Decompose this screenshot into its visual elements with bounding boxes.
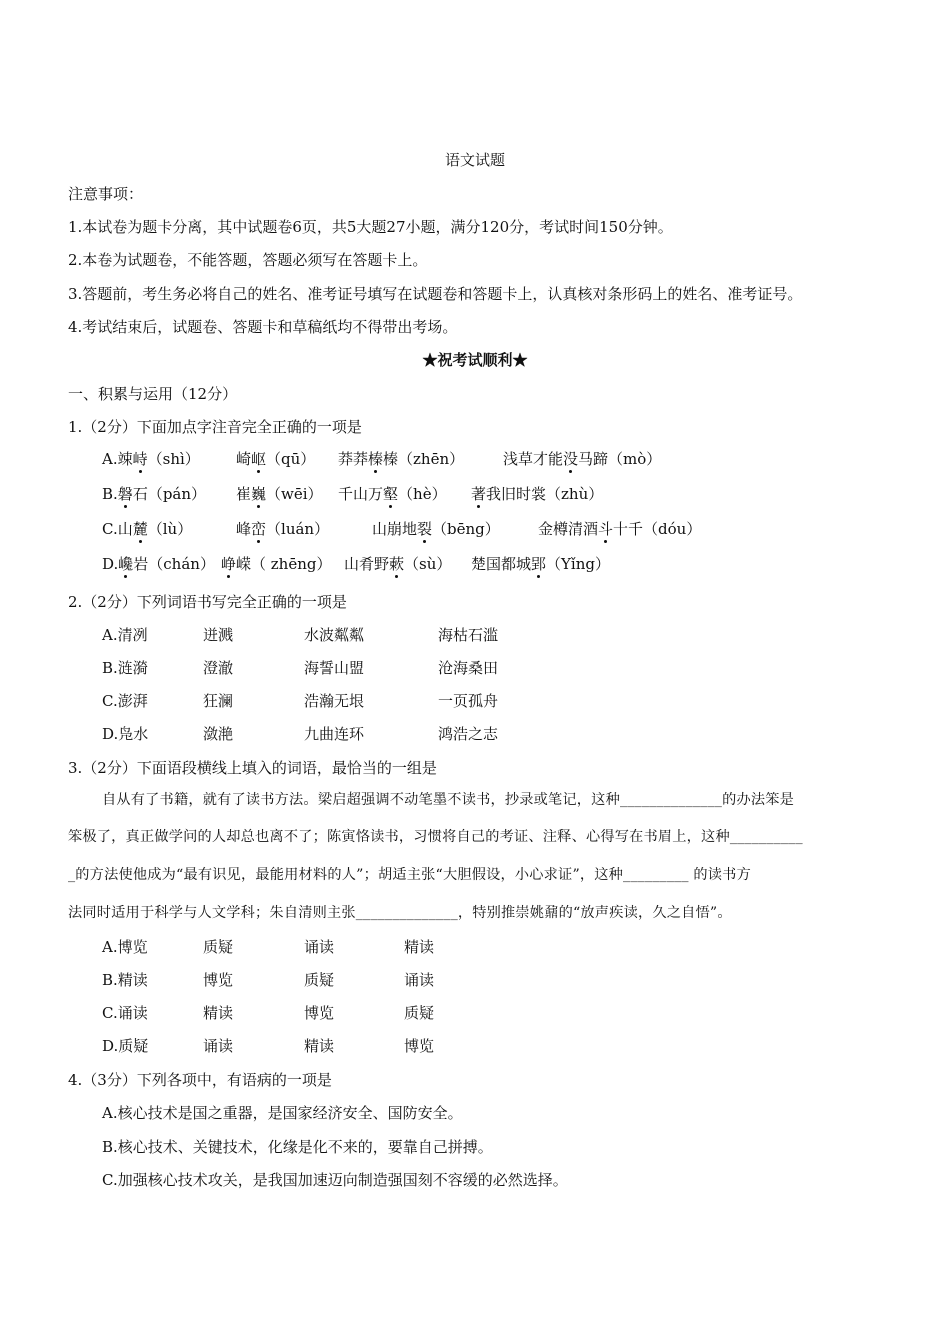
passage-line: _的方法使他成为“最有识见，最能用材料的人”；胡适主张“大胆假设，小心求证”，这种_________ 的读书方 xyxy=(68,867,751,883)
q3-option-cell: 精读 xyxy=(304,1037,335,1055)
emphasis-dot-char: 没 xyxy=(563,450,579,468)
q2-option-cell: A.清冽 xyxy=(102,626,148,644)
q4-option: C.加强核心技术攻关，是我国加速迈向制造强国刻不容缓的必然选择。 xyxy=(102,1171,568,1189)
notice-item: 1.本试卷为题卡分离，其中试题卷6页，共5大题27小题，满分120分，考试时间150分钟。 xyxy=(68,218,673,236)
q1-option-part: D.巉岩（chán） xyxy=(102,555,215,573)
q1-option-part: 崔巍（wēi） xyxy=(236,485,323,503)
q1-option-part: 崎岖（qū） xyxy=(236,450,316,468)
emphasis-dot-char: 峥 xyxy=(221,555,237,573)
q2-option-cell: 海枯石滥 xyxy=(438,626,499,644)
q3-option-cell: 诵读 xyxy=(203,1037,234,1055)
q1-option-part: 峥嵘（ zhēng） xyxy=(221,555,332,573)
emphasis-dot-char: 磐 xyxy=(117,485,133,503)
q1-option-part: 著我旧时裳（zhù） xyxy=(471,485,604,503)
emphasis-dot-char: 斗 xyxy=(598,520,614,538)
q2-option-cell: 一页孤舟 xyxy=(438,692,499,710)
q2-option-cell: B.涟漪 xyxy=(102,659,148,677)
question-3-stem: 3.（2分）下面语段横线上填入的词语，最恰当的一组是 xyxy=(68,759,437,777)
question-2-stem: 2.（2分）下列词语书写完全正确的一项是 xyxy=(68,593,347,611)
emphasis-dot-char: 峦 xyxy=(251,520,267,538)
q3-option-cell: 精读 xyxy=(203,1004,234,1022)
emphasis-dot-char: 巉 xyxy=(118,555,134,573)
passage-line: 笨极了，真正做学问的人却总也离不了；陈寅恪读书，习惯将自己的考证、注释、心得写在书眉上，这种__________ xyxy=(68,829,803,845)
q3-option-cell: 精读 xyxy=(404,938,435,956)
emphasis-dot-char: 壑 xyxy=(383,485,399,503)
emphasis-dot-char: 郢 xyxy=(531,555,547,573)
q4-option: B.核心技术、关键技术，化缘是化不来的，要靠自己拼搏。 xyxy=(102,1138,493,1156)
q2-option-cell: 九曲连环 xyxy=(304,725,365,743)
q3-option-cell: B.精读 xyxy=(102,971,148,989)
q1-option-part: A.竦峙（shì） xyxy=(102,450,200,468)
q1-option-part: 莽莽榛榛（zhēn） xyxy=(338,450,465,468)
q1-option-part: 金樽清酒斗十千（dóu） xyxy=(538,520,702,538)
section-heading: 一、积累与运用（12分） xyxy=(68,385,238,403)
q3-option-cell: 诵读 xyxy=(304,938,335,956)
q3-option-cell: 博览 xyxy=(304,1004,335,1022)
emphasis-dot-char: 巍 xyxy=(251,485,267,503)
q1-option-part: C.山麓（lù） xyxy=(102,520,193,538)
emphasis-dot-char: 岖 xyxy=(251,450,267,468)
q3-option-cell: C.诵读 xyxy=(102,1004,148,1022)
q1-option-part: 山肴野蔌（sù） xyxy=(344,555,452,573)
page-title: 语文试题 xyxy=(444,151,505,169)
q3-option-cell: D.质疑 xyxy=(102,1037,149,1055)
notice-item: 4.考试结束后，试题卷、答题卡和草稿纸均不得带出考场。 xyxy=(68,318,458,336)
q2-option-cell: 沧海桑田 xyxy=(438,659,499,677)
q2-option-cell: 迸溅 xyxy=(203,626,234,644)
emphasis-dot-char: 裂 xyxy=(417,520,433,538)
q2-option-cell: 水波粼粼 xyxy=(304,626,365,644)
notice-item: 2.本卷为试题卷，不能答题，答题必须写在答题卡上。 xyxy=(68,251,428,269)
passage-line: 自从有了书籍，就有了读书方法。梁启超强调不动笔墨不读书，抄录或笔记，这种______________的办法笨是 xyxy=(102,792,795,808)
q2-option-cell: 狂澜 xyxy=(203,692,234,710)
q2-option-cell: 海誓山盟 xyxy=(304,659,365,677)
q3-option-cell: 博览 xyxy=(404,1037,435,1055)
q2-option-cell: 潋滟 xyxy=(203,725,234,743)
emphasis-dot-char: 蔌 xyxy=(389,555,405,573)
q1-option-part: 千山万壑（hè） xyxy=(338,485,447,503)
q1-option-part: 峰峦（luán） xyxy=(236,520,330,538)
q3-option-cell: 诵读 xyxy=(404,971,435,989)
emphasis-dot-char: 著 xyxy=(471,485,487,503)
question-4-stem: 4.（3分）下列各项中，有语病的一项是 xyxy=(68,1071,332,1089)
q3-option-cell: A.博览 xyxy=(102,938,148,956)
q2-option-cell: 澄澈 xyxy=(203,659,234,677)
q2-option-cell: 鸿浩之志 xyxy=(438,725,499,743)
blessing-line: ★祝考试顺利★ xyxy=(422,351,528,369)
q1-option-part: 浅草才能没马蹄（mò） xyxy=(503,450,662,468)
q1-option-part: B.磐石（pán） xyxy=(102,485,207,503)
q3-option-cell: 博览 xyxy=(203,971,234,989)
q3-option-cell: 质疑 xyxy=(404,1004,435,1022)
emphasis-dot-char: 榛 xyxy=(368,450,384,468)
q2-option-cell: 浩瀚无垠 xyxy=(304,692,365,710)
emphasis-dot-char: 峙 xyxy=(132,450,148,468)
q2-option-cell: D.凫水 xyxy=(102,725,149,743)
notice-item: 3.答题前，考生务必将自己的姓名、准考证号填写在试题卷和答题卡上，认真核对条形码上的姓名、准考证号。 xyxy=(68,285,803,303)
q1-option-part: 楚国都城郢（Yǐng） xyxy=(471,555,610,573)
question-1-stem: 1.（2分）下面加点字注音完全正确的一项是 xyxy=(68,418,362,436)
notice-heading: 注意事项： xyxy=(68,185,144,203)
passage-line: 法同时适用于科学与人文学科；朱自清则主张______________，特别推崇姚鼐的“放声疾读，久之自悟”。 xyxy=(68,905,732,921)
q3-option-cell: 质疑 xyxy=(304,971,335,989)
q4-option: A.核心技术是国之重器，是国家经济安全、国防安全。 xyxy=(102,1104,463,1122)
q3-option-cell: 质疑 xyxy=(203,938,234,956)
emphasis-dot-char: 麓 xyxy=(132,520,148,538)
q2-option-cell: C.澎湃 xyxy=(102,692,148,710)
q1-option-part: 山崩地裂（bēng） xyxy=(372,520,500,538)
